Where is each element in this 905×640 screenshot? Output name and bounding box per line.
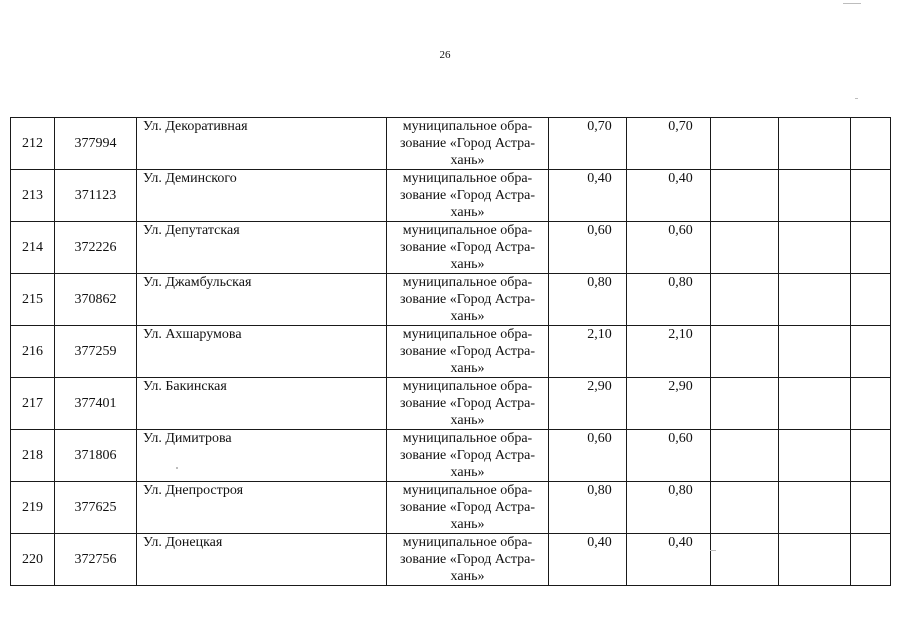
length-total-cell: 0,70: [627, 118, 711, 170]
owner-line: зование «Город Астра-: [399, 292, 535, 307]
owner-line: хань»: [450, 413, 485, 428]
length-total-cell: 0,40: [627, 534, 711, 586]
street-name-cell: Ул. Бакинская: [137, 378, 387, 430]
owner-line: муниципальное обра-: [402, 275, 533, 290]
length-total-cell: 2,10: [627, 326, 711, 378]
empty-cell: [851, 274, 891, 326]
length-cell: 0,40: [549, 534, 627, 586]
owner-line: хань»: [450, 517, 485, 532]
owner-line: хань»: [450, 309, 485, 324]
length-cell: 0,80: [549, 482, 627, 534]
empty-cell: [851, 482, 891, 534]
empty-cell: [779, 326, 851, 378]
owner-line: муниципальное обра-: [402, 483, 533, 498]
owner-line: муниципальное обра-: [402, 535, 533, 550]
page-number: 26: [439, 49, 451, 61]
length-cell: 2,90: [549, 378, 627, 430]
length-cell: 0,60: [549, 222, 627, 274]
owner-line: зование «Город Астра-: [399, 240, 535, 255]
roads-table: [10, 117, 891, 586]
street-name-cell: Ул. Джамбульская: [137, 274, 387, 326]
empty-cell: [711, 534, 779, 586]
row-number-cell: 214: [11, 222, 55, 274]
owner-cell: [387, 222, 549, 274]
road-code-cell: 372226: [55, 222, 137, 274]
table-row: [11, 430, 891, 482]
length-cell: 0,80: [549, 274, 627, 326]
empty-cell: [779, 274, 851, 326]
owner-line: муниципальное обра-: [402, 119, 533, 134]
owner-cell: [387, 118, 549, 170]
empty-cell: [851, 222, 891, 274]
table-body: [11, 118, 891, 586]
empty-cell: [711, 482, 779, 534]
road-code-cell: 377994: [55, 118, 137, 170]
empty-cell: [851, 430, 891, 482]
owner-line: хань»: [450, 257, 485, 272]
owner-cell: [387, 482, 549, 534]
street-name-cell: Ул. Депутатская: [137, 222, 387, 274]
empty-cell: [851, 170, 891, 222]
table-row: [11, 534, 891, 586]
length-cell: 0,70: [549, 118, 627, 170]
owner-line: муниципальное обра-: [402, 171, 533, 186]
road-code-cell: 371123: [55, 170, 137, 222]
row-number-cell: 220: [11, 534, 55, 586]
street-name-cell: Ул. Днепростроя: [137, 482, 387, 534]
owner-line: зование «Город Астра-: [399, 396, 535, 411]
row-number-cell: 216: [11, 326, 55, 378]
owner-line: хань»: [450, 361, 485, 376]
empty-cell: [779, 534, 851, 586]
owner-line: зование «Город Астра-: [399, 448, 535, 463]
length-total-cell: 0,40: [627, 170, 711, 222]
length-cell: 2,10: [549, 326, 627, 378]
owner-line: зование «Город Астра-: [399, 188, 535, 203]
table-row: [11, 274, 891, 326]
table-row: [11, 326, 891, 378]
road-code-cell: 371806: [55, 430, 137, 482]
row-number-cell: 219: [11, 482, 55, 534]
empty-cell: [851, 378, 891, 430]
owner-line: хань»: [450, 465, 485, 480]
empty-cell: [711, 118, 779, 170]
road-code-cell: 377401: [55, 378, 137, 430]
length-total-cell: 2,90: [627, 378, 711, 430]
street-name-cell: Ул. Ахшарумова: [137, 326, 387, 378]
owner-line: муниципальное обра-: [402, 327, 533, 342]
table-row: [11, 170, 891, 222]
owner-line: зование «Город Астра-: [399, 344, 535, 359]
empty-cell: [711, 430, 779, 482]
row-number-cell: 218: [11, 430, 55, 482]
owner-line: муниципальное обра-: [402, 379, 533, 394]
length-cell: 0,60: [549, 430, 627, 482]
owner-cell: [387, 534, 549, 586]
scan-speck: [176, 467, 178, 469]
empty-cell: [779, 482, 851, 534]
length-total-cell: 0,80: [627, 482, 711, 534]
table-row: [11, 378, 891, 430]
table-row: [11, 222, 891, 274]
street-name-cell: Ул. Димитрова: [137, 430, 387, 482]
owner-cell: [387, 170, 549, 222]
empty-cell: [711, 326, 779, 378]
owner-line: хань»: [450, 569, 485, 584]
empty-cell: [779, 222, 851, 274]
row-number-cell: 213: [11, 170, 55, 222]
owner-cell: [387, 274, 549, 326]
empty-cell: [711, 378, 779, 430]
owner-line: хань»: [450, 153, 485, 168]
empty-cell: [851, 118, 891, 170]
street-name-cell: Ул. Декоративная: [137, 118, 387, 170]
empty-cell: [779, 378, 851, 430]
street-name-cell: Ул. Донецкая: [137, 534, 387, 586]
table-row: [11, 482, 891, 534]
empty-cell: [711, 274, 779, 326]
empty-cell: [779, 430, 851, 482]
owner-line: зование «Город Астра-: [399, 136, 535, 151]
owner-line: зование «Город Астра-: [399, 552, 535, 567]
owner-cell: [387, 326, 549, 378]
empty-cell: [779, 170, 851, 222]
owner-line: муниципальное обра-: [402, 223, 533, 238]
length-total-cell: 0,60: [627, 222, 711, 274]
empty-cell: [711, 170, 779, 222]
length-total-cell: 0,80: [627, 274, 711, 326]
owner-cell: [387, 430, 549, 482]
owner-cell: [387, 378, 549, 430]
owner-line: муниципальное обра-: [402, 431, 533, 446]
road-code-cell: 377259: [55, 326, 137, 378]
row-number-cell: 217: [11, 378, 55, 430]
scan-speck: [843, 3, 861, 4]
owner-line: зование «Город Астра-: [399, 500, 535, 515]
road-code-cell: 372756: [55, 534, 137, 586]
scan-speck: [855, 98, 858, 99]
owner-line: хань»: [450, 205, 485, 220]
road-code-cell: 377625: [55, 482, 137, 534]
length-total-cell: 0,60: [627, 430, 711, 482]
row-number-cell: 212: [11, 118, 55, 170]
empty-cell: [851, 534, 891, 586]
empty-cell: [711, 222, 779, 274]
street-name-cell: Ул. Деминского: [137, 170, 387, 222]
road-code-cell: 370862: [55, 274, 137, 326]
scan-speck: [710, 550, 716, 551]
row-number-cell: 215: [11, 274, 55, 326]
empty-cell: [851, 326, 891, 378]
empty-cell: [779, 118, 851, 170]
table-row: [11, 118, 891, 170]
length-cell: 0,40: [549, 170, 627, 222]
